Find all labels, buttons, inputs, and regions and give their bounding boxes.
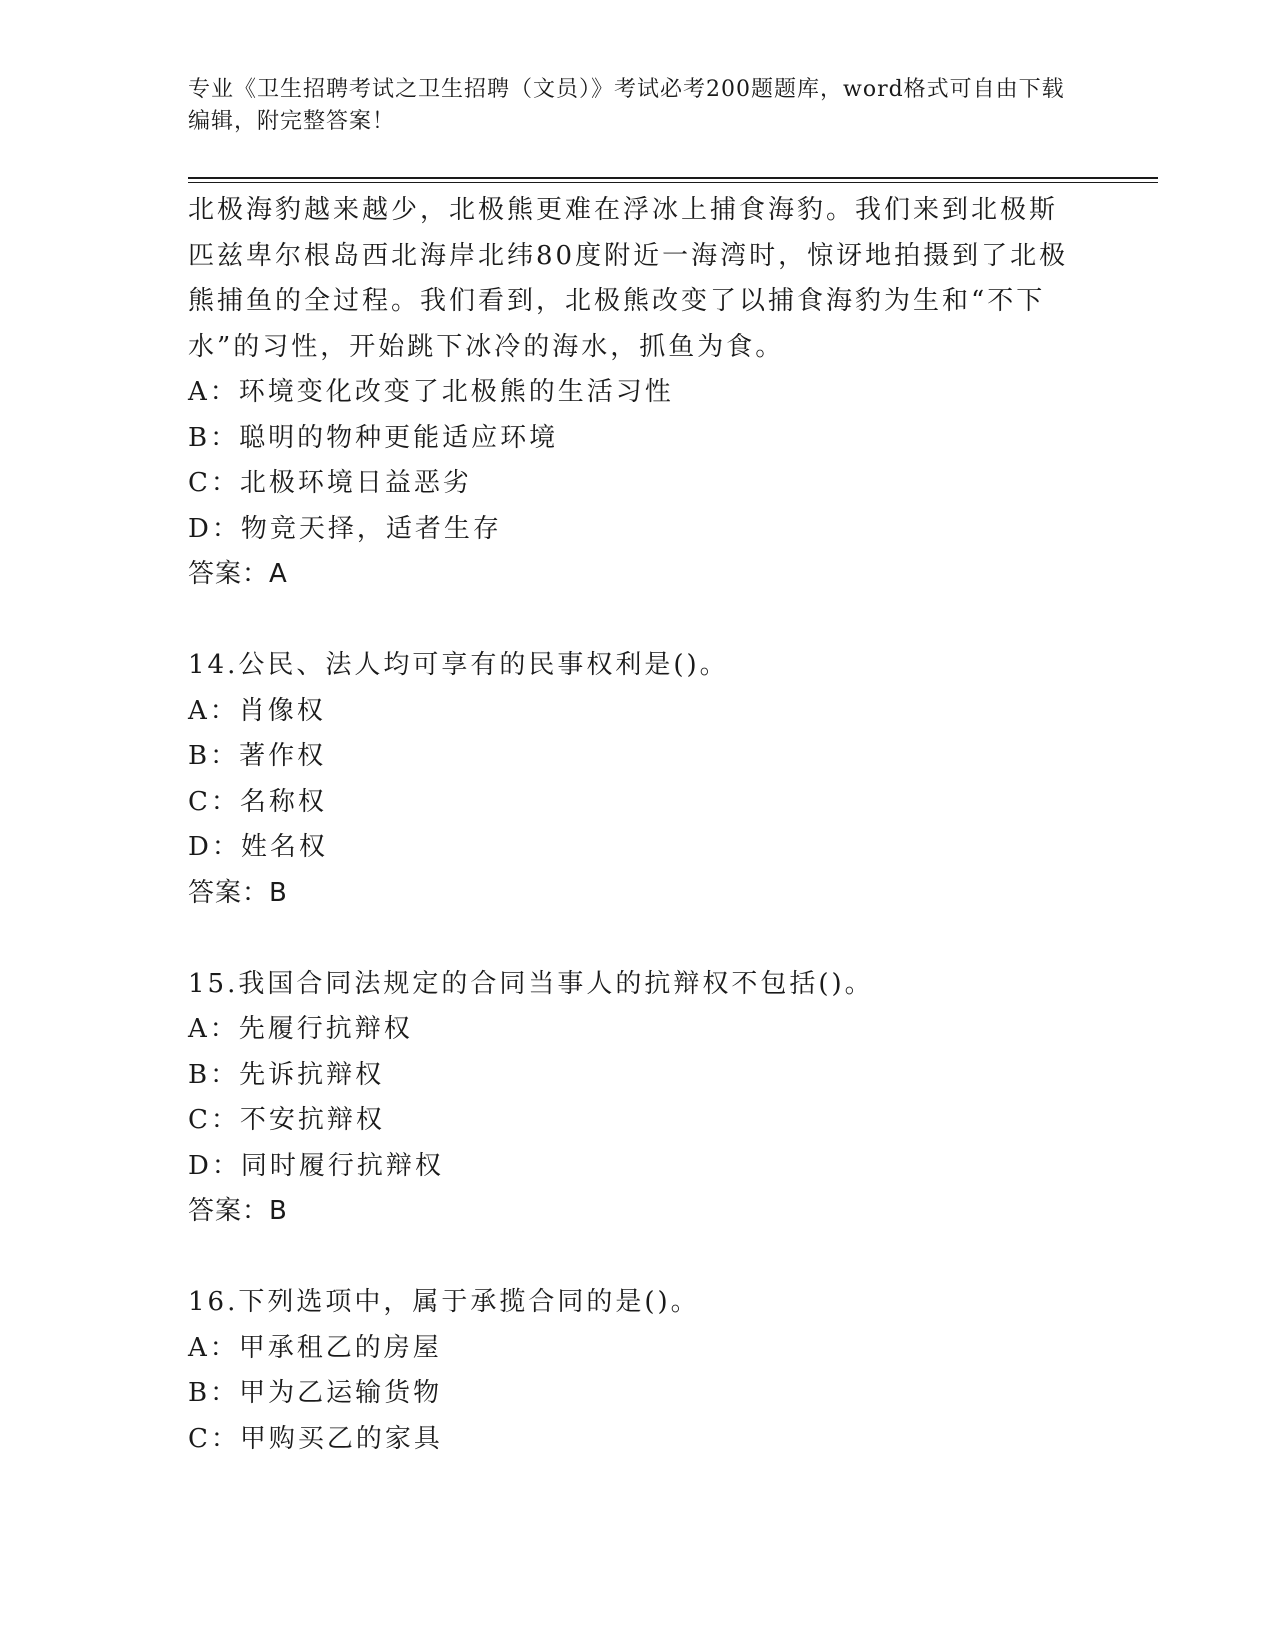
answer-line: 答案：B — [188, 877, 288, 908]
answer-line: 答案：A — [188, 559, 288, 589]
question-13-continued — [188, 188, 1088, 598]
question-stem: 15.我国合同法规定的合同当事人的抗辩权不包括()。 — [188, 968, 874, 999]
option-b: B：先诉抗辩权 — [188, 1059, 385, 1090]
option-a: A：环境变化改变了北极熊的生活习性 — [188, 377, 674, 407]
question-stem-line: 匹兹卑尔根岛西北海岸北纬80度附近一海湾时，惊讶地拍摄到了北极 — [188, 240, 1069, 271]
answer-line: 答案：B — [188, 1196, 288, 1226]
option-a: A：先履行抗辩权 — [188, 1014, 413, 1044]
option-b: B：聪明的物种更能适应环境 — [188, 422, 559, 453]
question-16 — [188, 1280, 1088, 1462]
question-stem: 14.公民、法人均可享有的民事权利是()。 — [188, 650, 729, 680]
question-stem: 16.下列选项中，属于承揽合同的是()。 — [188, 1287, 700, 1317]
option-a: A：甲承租乙的房屋 — [188, 1332, 442, 1363]
header-divider — [188, 177, 1158, 183]
question-stem-line: 水”的习性，开始跳下冰冷的海水，抓鱼为食。 — [188, 331, 785, 362]
option-c: C：北极环境日益恶劣 — [188, 468, 472, 498]
option-b: B：甲为乙运输货物 — [188, 1378, 443, 1408]
option-c: C：名称权 — [188, 786, 327, 817]
option-a: A：肖像权 — [188, 695, 326, 726]
question-14 — [188, 643, 1088, 916]
option-b: B：著作权 — [188, 741, 327, 771]
question-list — [188, 188, 1088, 1462]
option-d: D：同时履行抗辩权 — [188, 1150, 444, 1181]
question-stem-line: 熊捕鱼的全过程。我们看到，北极熊改变了以捕食海豹为生和“不下 — [188, 286, 1046, 316]
option-c: C：不安抗辩权 — [188, 1105, 385, 1135]
document-header: 专业《卫生招聘考试之卫生招聘（文员）》考试必考200题题库，word格式可自由下载编辑，附完整答案！ — [188, 77, 1065, 134]
option-d: D：物竞天择，适者生存 — [188, 513, 502, 544]
option-c: C：甲购买乙的家具 — [188, 1423, 443, 1454]
question-stem-line: 北极海豹越来越少，北极熊更难在浮冰上捕食海豹。我们来到北极斯 — [188, 195, 1059, 225]
option-d: D：姓名权 — [188, 832, 328, 862]
question-15 — [188, 962, 1088, 1235]
